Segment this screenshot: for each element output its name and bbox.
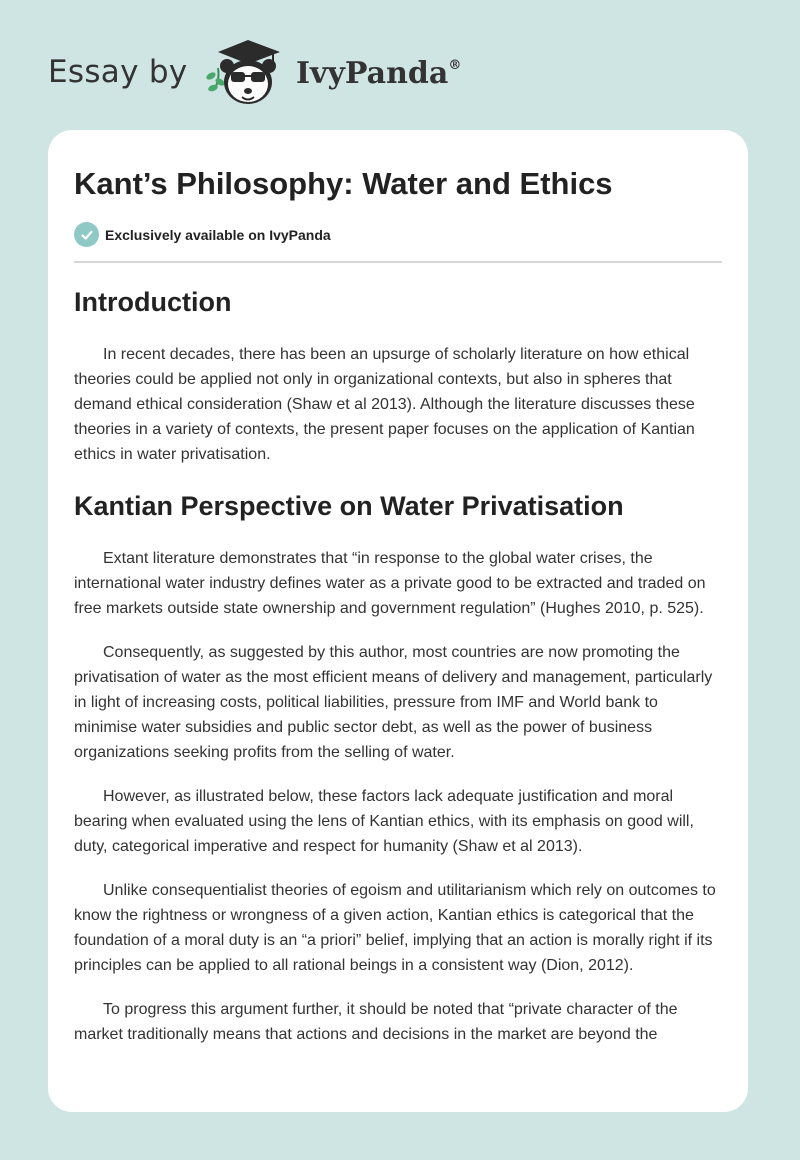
essay-card <box>48 130 748 1112</box>
paragraph: To progress this argument further, it should be noted that “private character of the market traditionally means that actions and decisions in the market are beyond the <box>74 1001 678 1043</box>
section-heading-introduction: Introduction <box>74 287 232 317</box>
paragraph: However, as illustrated below, these factors lack adequate justification and moral bearing when evaluated using the lens of Kantian ethics, with its emphasis on good will, duty, categorical imperative and respect for humanity (Shaw et al 2013). <box>74 788 694 855</box>
brand-name[interactable]: IvyPanda® <box>296 56 462 91</box>
exclusive-badge <box>74 222 331 247</box>
paragraph: Unlike consequentialist theories of egoism and utilitarianism which rely on outcomes to know the rightness or wrongness of a given action, Kantian ethics is categorical that the foundation of a moral duty is an “a priori” belief, implying that an action is morally right if its principles can be applied to all rational beings in a consistent way (Dion, 2012). <box>74 882 716 974</box>
ivypanda-logo-icon <box>202 36 288 110</box>
badge-label: Exclusively available on IvyPanda <box>105 226 331 243</box>
section-heading-kantian-perspective: Kantian Perspective on Water Privatisation <box>74 491 624 521</box>
checkmark-icon <box>74 222 99 247</box>
paragraph: In recent decades, there has been an upsurge of scholarly literature on how ethical theories could be applied not only in organizational contexts, but also in spheres that demand ethical consideration (Shaw et al 2013). Although the literature discusses these theories in a variety of contexts, the present paper focuses on the application of Kantian ethics in water privatisation. <box>74 346 695 463</box>
paragraph: Extant literature demonstrates that “in response to the global water crises, the international water industry defines water as a private good to be extracted and traded on free markets outside state ownership and government regulation” (Hughes 2010, p. 525). <box>74 550 706 617</box>
page-title: Kant’s Philosophy: Water and Ethics <box>74 166 613 201</box>
paragraph: Consequently, as suggested by this author, most countries are now promoting the privatisation of water as the most efficient means of delivery and management, particularly in light of increasing costs, political liabilities, pressure from IMF and World bank to minimise water subsidies and public sector debt, as well as the power of business organizations seeking profits from the selling of water. <box>74 644 713 761</box>
essay-body <box>74 280 722 1047</box>
site-header <box>48 34 548 114</box>
essay-by-label: Essay by <box>48 54 188 90</box>
divider <box>74 261 722 263</box>
